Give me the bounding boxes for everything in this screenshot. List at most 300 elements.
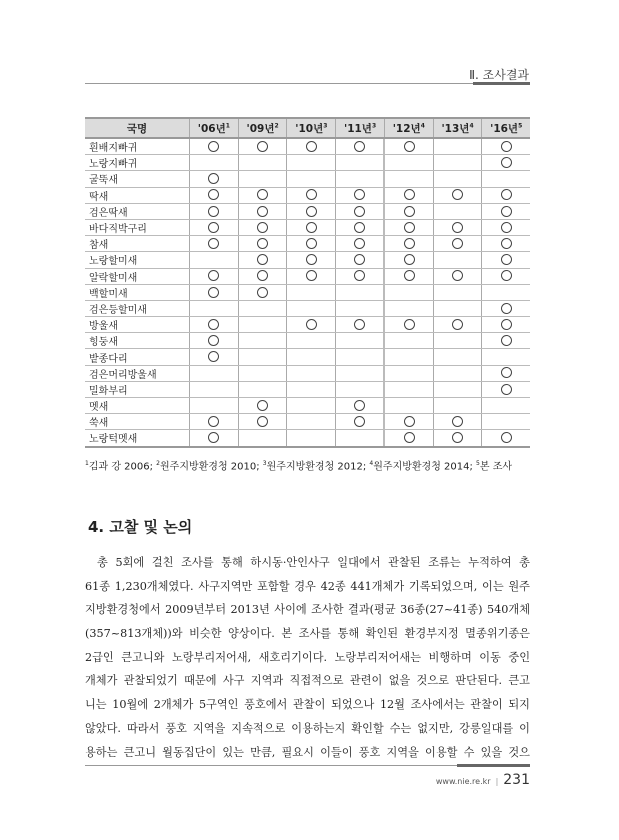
observation-cell bbox=[238, 268, 287, 284]
table-row bbox=[85, 398, 530, 414]
observation-cell bbox=[482, 381, 530, 397]
column-header-label: '10년 bbox=[295, 122, 324, 135]
observed-circle-icon bbox=[208, 432, 219, 443]
observed-circle-icon bbox=[404, 432, 415, 443]
observed-circle-icon bbox=[306, 189, 317, 200]
observed-circle-icon bbox=[306, 238, 317, 249]
column-header-footnote-ref: 3 bbox=[371, 122, 377, 129]
observed-circle-icon bbox=[501, 384, 512, 395]
observed-circle-icon bbox=[501, 141, 512, 152]
observation-cell bbox=[238, 252, 287, 268]
observation-cell bbox=[482, 414, 530, 430]
observation-cell bbox=[482, 333, 530, 349]
observation-cell bbox=[433, 171, 482, 187]
table-row bbox=[85, 138, 530, 155]
observed-circle-icon bbox=[354, 206, 365, 217]
footnote-text: 원주지방환경청 2014; bbox=[373, 460, 477, 472]
observed-circle-icon bbox=[452, 416, 463, 427]
observed-circle-icon bbox=[208, 287, 219, 298]
observation-cell bbox=[384, 365, 433, 381]
species-name: 방울새 bbox=[85, 317, 190, 333]
observation-cell bbox=[190, 398, 239, 414]
observation-cell bbox=[384, 300, 433, 316]
observation-cell bbox=[238, 219, 287, 235]
observation-cell bbox=[482, 349, 530, 365]
species-name: 멧새 bbox=[85, 398, 190, 414]
observed-circle-icon bbox=[354, 319, 365, 330]
observation-cell bbox=[287, 268, 336, 284]
observation-cell bbox=[433, 138, 482, 155]
observation-cell bbox=[190, 171, 239, 187]
footnote-text: 본 조사 bbox=[479, 460, 513, 472]
observed-circle-icon bbox=[208, 270, 219, 281]
observation-cell bbox=[190, 203, 239, 219]
observed-circle-icon bbox=[452, 222, 463, 233]
observation-cell bbox=[190, 219, 239, 235]
observed-circle-icon bbox=[208, 416, 219, 427]
footnote-number: 1 bbox=[85, 459, 89, 467]
observed-circle-icon bbox=[257, 287, 268, 298]
observation-cell bbox=[336, 155, 385, 171]
running-header-section: Ⅱ. 조사결과 bbox=[469, 68, 529, 82]
column-header-year bbox=[384, 118, 433, 138]
observation-cell bbox=[238, 430, 287, 447]
observation-cell bbox=[482, 365, 530, 381]
species-name: 힝둥새 bbox=[85, 333, 190, 349]
column-header-name bbox=[85, 118, 190, 138]
column-header-year bbox=[238, 118, 287, 138]
column-header-footnote-ref: 5 bbox=[518, 122, 523, 129]
observation-cell bbox=[384, 349, 433, 365]
table-row bbox=[85, 349, 530, 365]
species-name: 노랑지빠귀 bbox=[85, 155, 190, 171]
observation-cell bbox=[433, 155, 482, 171]
table-row bbox=[85, 300, 530, 316]
observation-cell bbox=[336, 349, 385, 365]
table-row bbox=[85, 236, 530, 252]
observation-cell bbox=[336, 268, 385, 284]
observed-circle-icon bbox=[208, 319, 219, 330]
observation-cell bbox=[287, 414, 336, 430]
observation-cell bbox=[482, 187, 530, 203]
observation-cell bbox=[433, 219, 482, 235]
observation-cell bbox=[433, 236, 482, 252]
observation-cell bbox=[433, 414, 482, 430]
observation-cell bbox=[190, 414, 239, 430]
observed-circle-icon bbox=[501, 303, 512, 314]
observation-cell bbox=[238, 381, 287, 397]
column-header-label: '16년 bbox=[490, 122, 519, 135]
observed-circle-icon bbox=[208, 238, 219, 249]
observation-cell bbox=[287, 333, 336, 349]
observation-cell bbox=[238, 203, 287, 219]
observed-circle-icon bbox=[404, 238, 415, 249]
observation-cell bbox=[433, 187, 482, 203]
observation-cell bbox=[384, 381, 433, 397]
observed-circle-icon bbox=[208, 141, 219, 152]
table-row bbox=[85, 155, 530, 171]
footer-accent-bar bbox=[457, 764, 530, 767]
observed-circle-icon bbox=[404, 319, 415, 330]
observation-cell bbox=[336, 398, 385, 414]
page-content bbox=[85, 117, 530, 764]
page-number: 231 bbox=[503, 772, 530, 788]
observation-cell bbox=[433, 252, 482, 268]
observed-circle-icon bbox=[404, 189, 415, 200]
observed-circle-icon bbox=[452, 432, 463, 443]
observation-cell bbox=[190, 138, 239, 155]
paragraph-line: 않았다. 따라서 풍호 지역을 지속적으로 이용하는지 확인할 수는 없지만, 강릉일대를 이 bbox=[85, 721, 530, 735]
column-header-footnote-ref: 3 bbox=[323, 122, 328, 129]
observation-cell bbox=[287, 381, 336, 397]
observed-circle-icon bbox=[404, 141, 415, 152]
observed-circle-icon bbox=[501, 319, 512, 330]
observation-cell bbox=[190, 365, 239, 381]
observed-circle-icon bbox=[208, 335, 219, 346]
column-header-label: 국명 bbox=[126, 122, 148, 135]
observed-circle-icon bbox=[354, 400, 365, 411]
observed-circle-icon bbox=[257, 238, 268, 249]
page-footer bbox=[436, 772, 530, 788]
header-accent-bar bbox=[473, 82, 530, 85]
table-row bbox=[85, 317, 530, 333]
observation-cell bbox=[433, 381, 482, 397]
observed-circle-icon bbox=[306, 206, 317, 217]
column-header-label: '11년 bbox=[343, 122, 372, 135]
species-name: 밭종다리 bbox=[85, 349, 190, 365]
table-row bbox=[85, 203, 530, 219]
species-name: 흰배지빠귀 bbox=[85, 138, 190, 155]
species-name: 백할미새 bbox=[85, 284, 190, 300]
footnote-text: 원주지방환경청 2012; bbox=[266, 460, 370, 472]
observation-cell bbox=[482, 284, 530, 300]
footnote-number: 5 bbox=[476, 459, 480, 467]
observation-cell bbox=[190, 333, 239, 349]
species-name: 딱새 bbox=[85, 187, 190, 203]
observation-cell bbox=[336, 300, 385, 316]
column-header-label: '12년 bbox=[392, 122, 421, 135]
observation-cell bbox=[433, 203, 482, 219]
observed-circle-icon bbox=[306, 270, 317, 281]
table-header-row bbox=[85, 118, 530, 138]
observed-circle-icon bbox=[306, 222, 317, 233]
observation-cell bbox=[190, 349, 239, 365]
column-header-footnote-ref: 4 bbox=[420, 122, 425, 129]
paragraph-line: 61종 1,230개체였다. 사구지역만 포함할 경우 42종 441개체가 기록되었으며, 이는 원주 bbox=[85, 579, 530, 593]
observation-cell bbox=[287, 252, 336, 268]
observation-cell bbox=[190, 187, 239, 203]
column-header-footnote-ref: 1 bbox=[225, 122, 230, 129]
observation-cell bbox=[482, 155, 530, 171]
observation-cell bbox=[433, 398, 482, 414]
observation-cell bbox=[433, 268, 482, 284]
observed-circle-icon bbox=[208, 189, 219, 200]
section-heading: 4. 고찰 및 논의 bbox=[88, 517, 193, 536]
observed-circle-icon bbox=[404, 222, 415, 233]
observation-cell bbox=[433, 284, 482, 300]
observation-cell bbox=[287, 317, 336, 333]
column-header-year bbox=[482, 118, 530, 138]
footnote-text: 김과 강 2006; bbox=[88, 460, 157, 472]
species-name: 노랑할미새 bbox=[85, 252, 190, 268]
observed-circle-icon bbox=[354, 416, 365, 427]
paragraph-line: 개체가 관찰되었기 때문에 사구 지역과 직접적으로 관련이 없을 것으로 판단된다. 큰고 bbox=[85, 674, 530, 688]
observation-cell bbox=[238, 333, 287, 349]
observation-cell bbox=[384, 138, 433, 155]
observation-cell bbox=[238, 187, 287, 203]
column-header-year bbox=[287, 118, 336, 138]
observation-cell bbox=[384, 333, 433, 349]
observation-cell bbox=[384, 252, 433, 268]
observation-cell bbox=[190, 300, 239, 316]
paragraph-line: 총 5회에 걸친 조사를 통해 하시동·안인사구 일대에서 관찰된 조류는 누적하여 총 bbox=[97, 555, 530, 569]
observation-cell bbox=[482, 203, 530, 219]
observation-cell bbox=[238, 236, 287, 252]
observed-circle-icon bbox=[404, 254, 415, 265]
header-divider bbox=[85, 83, 530, 84]
observation-cell bbox=[433, 349, 482, 365]
column-header-footnote-ref: 4 bbox=[469, 122, 474, 129]
observation-cell bbox=[336, 414, 385, 430]
observation-cell bbox=[287, 236, 336, 252]
observation-cell bbox=[336, 138, 385, 155]
species-name: 바다직박구리 bbox=[85, 219, 190, 235]
species-name: 참새 bbox=[85, 236, 190, 252]
observation-cell bbox=[482, 300, 530, 316]
observed-circle-icon bbox=[257, 189, 268, 200]
observation-cell bbox=[336, 171, 385, 187]
observed-circle-icon bbox=[452, 189, 463, 200]
observation-cell bbox=[482, 430, 530, 447]
column-header-label: '13년 bbox=[441, 122, 470, 135]
observed-circle-icon bbox=[404, 270, 415, 281]
table-row bbox=[85, 365, 530, 381]
observation-cell bbox=[287, 219, 336, 235]
paragraph-line: 지방환경청에서 2009년부터 2013년 사이에 조사한 결과(평균 36종(27~41종) 540개체 bbox=[85, 603, 530, 617]
observation-cell bbox=[190, 252, 239, 268]
observation-cell bbox=[190, 236, 239, 252]
table-row bbox=[85, 187, 530, 203]
footnote-number: 4 bbox=[369, 459, 374, 467]
observation-cell bbox=[287, 171, 336, 187]
observation-cell bbox=[433, 317, 482, 333]
species-name: 검은등할미새 bbox=[85, 300, 190, 316]
observation-cell bbox=[482, 268, 530, 284]
observation-cell bbox=[336, 252, 385, 268]
paragraph-line: 2급인 큰고니와 노랑부리저어새, 새호리기이다. 노랑부리저어새는 비행하며 이동 중인 bbox=[85, 650, 530, 664]
observed-circle-icon bbox=[501, 189, 512, 200]
observed-circle-icon bbox=[257, 141, 268, 152]
paragraph-line: 용하는 큰고니 월동집단이 있는 만큼, 필요시 이들이 풍호 지역을 이용할 수 있을 것으 bbox=[85, 745, 530, 759]
table-body bbox=[85, 138, 530, 447]
observation-cell bbox=[384, 155, 433, 171]
footnote-number: 3 bbox=[262, 459, 267, 467]
table-row bbox=[85, 284, 530, 300]
observation-cell bbox=[190, 268, 239, 284]
observation-cell bbox=[190, 284, 239, 300]
observed-circle-icon bbox=[354, 141, 365, 152]
observation-cell bbox=[190, 155, 239, 171]
paragraph-line: 니는 10월에 2개체가 5구역인 풍호에서 관찰이 되었으나 12월 조사에서는 관찰이 되지 bbox=[85, 698, 530, 712]
column-header-footnote-ref: 2 bbox=[274, 122, 279, 129]
species-name: 검은딱새 bbox=[85, 203, 190, 219]
observation-cell bbox=[238, 398, 287, 414]
observed-circle-icon bbox=[306, 141, 317, 152]
observation-cell bbox=[482, 171, 530, 187]
observation-cell bbox=[482, 398, 530, 414]
species-observation-table bbox=[85, 117, 530, 448]
table-row bbox=[85, 333, 530, 349]
observed-circle-icon bbox=[501, 206, 512, 217]
observation-cell bbox=[287, 349, 336, 365]
observed-circle-icon bbox=[501, 254, 512, 265]
footnote-number: 2 bbox=[156, 459, 160, 467]
observation-cell bbox=[482, 317, 530, 333]
observation-cell bbox=[384, 414, 433, 430]
observation-cell bbox=[384, 219, 433, 235]
observed-circle-icon bbox=[501, 157, 512, 168]
observed-circle-icon bbox=[208, 351, 219, 362]
observation-cell bbox=[384, 187, 433, 203]
observation-cell bbox=[336, 381, 385, 397]
observed-circle-icon bbox=[354, 270, 365, 281]
observation-cell bbox=[384, 171, 433, 187]
observation-cell bbox=[433, 430, 482, 447]
table-row bbox=[85, 252, 530, 268]
observation-cell bbox=[287, 138, 336, 155]
observation-cell bbox=[336, 333, 385, 349]
observation-cell bbox=[482, 219, 530, 235]
observation-cell bbox=[433, 300, 482, 316]
observed-circle-icon bbox=[404, 416, 415, 427]
observed-circle-icon bbox=[354, 254, 365, 265]
paragraph-line: (357~813개체))와 비슷한 양상이다. 본 조사를 통해 확인된 환경부지정 멸종위기종은 bbox=[85, 627, 530, 640]
observed-circle-icon bbox=[208, 222, 219, 233]
observation-cell bbox=[238, 171, 287, 187]
observation-cell bbox=[482, 252, 530, 268]
observation-cell bbox=[482, 138, 530, 155]
observation-cell bbox=[433, 365, 482, 381]
footer-separator: | bbox=[495, 777, 499, 786]
observed-circle-icon bbox=[404, 206, 415, 217]
observation-cell bbox=[287, 365, 336, 381]
observation-cell bbox=[336, 187, 385, 203]
observation-cell bbox=[384, 236, 433, 252]
table-row bbox=[85, 381, 530, 397]
observation-cell bbox=[190, 430, 239, 447]
observed-circle-icon bbox=[257, 400, 268, 411]
observation-cell bbox=[238, 138, 287, 155]
footer-url: www.nie.re.kr bbox=[435, 777, 491, 786]
observed-circle-icon bbox=[452, 238, 463, 249]
observation-cell bbox=[384, 317, 433, 333]
observed-circle-icon bbox=[501, 222, 512, 233]
observed-circle-icon bbox=[257, 222, 268, 233]
observed-circle-icon bbox=[501, 270, 512, 281]
observation-cell bbox=[384, 284, 433, 300]
column-header-label: '09년 bbox=[246, 122, 275, 135]
observed-circle-icon bbox=[354, 189, 365, 200]
observation-cell bbox=[384, 203, 433, 219]
species-name: 굴뚝새 bbox=[85, 171, 190, 187]
table-row bbox=[85, 430, 530, 447]
observed-circle-icon bbox=[501, 335, 512, 346]
observed-circle-icon bbox=[208, 206, 219, 217]
species-name: 알락할미새 bbox=[85, 268, 190, 284]
observed-circle-icon bbox=[257, 416, 268, 427]
observation-cell bbox=[190, 317, 239, 333]
observation-cell bbox=[190, 381, 239, 397]
observation-cell bbox=[336, 430, 385, 447]
observation-cell bbox=[287, 155, 336, 171]
observation-cell bbox=[238, 414, 287, 430]
observed-circle-icon bbox=[354, 222, 365, 233]
observed-circle-icon bbox=[501, 238, 512, 249]
observation-cell bbox=[287, 284, 336, 300]
observation-cell bbox=[336, 365, 385, 381]
observation-cell bbox=[336, 203, 385, 219]
column-header-label: '06년 bbox=[197, 122, 226, 135]
footnote-text: 원주지방환경청 2010; bbox=[160, 460, 263, 472]
observation-cell bbox=[238, 300, 287, 316]
observation-cell bbox=[287, 430, 336, 447]
observation-cell bbox=[287, 187, 336, 203]
observation-cell bbox=[287, 203, 336, 219]
observation-cell bbox=[336, 219, 385, 235]
observed-circle-icon bbox=[501, 367, 512, 378]
observation-cell bbox=[384, 398, 433, 414]
column-header-year bbox=[336, 118, 385, 138]
observation-cell bbox=[336, 317, 385, 333]
column-header-year bbox=[190, 118, 239, 138]
observation-cell bbox=[238, 317, 287, 333]
observation-cell bbox=[336, 236, 385, 252]
observation-cell bbox=[482, 236, 530, 252]
table-row bbox=[85, 219, 530, 235]
observation-cell bbox=[433, 333, 482, 349]
table-footnotes bbox=[85, 457, 530, 474]
observation-cell bbox=[238, 365, 287, 381]
observed-circle-icon bbox=[257, 270, 268, 281]
observation-cell bbox=[384, 268, 433, 284]
observation-cell bbox=[384, 430, 433, 447]
table-row bbox=[85, 414, 530, 430]
column-header-year bbox=[433, 118, 482, 138]
observed-circle-icon bbox=[306, 254, 317, 265]
species-name: 밀화부리 bbox=[85, 381, 190, 397]
observed-circle-icon bbox=[501, 432, 512, 443]
table-row bbox=[85, 268, 530, 284]
species-name: 쑥새 bbox=[85, 414, 190, 430]
table-row bbox=[85, 171, 530, 187]
observation-cell bbox=[238, 284, 287, 300]
observed-circle-icon bbox=[257, 206, 268, 217]
observation-cell bbox=[336, 284, 385, 300]
observation-cell bbox=[238, 349, 287, 365]
observed-circle-icon bbox=[208, 173, 219, 184]
observed-circle-icon bbox=[452, 319, 463, 330]
observed-circle-icon bbox=[452, 270, 463, 281]
observed-circle-icon bbox=[257, 254, 268, 265]
species-name: 노랑턱멧새 bbox=[85, 430, 190, 447]
observed-circle-icon bbox=[306, 319, 317, 330]
observed-circle-icon bbox=[354, 238, 365, 249]
observation-cell bbox=[287, 398, 336, 414]
body-paragraph bbox=[85, 551, 530, 764]
species-name: 검은머리방울새 bbox=[85, 365, 190, 381]
observation-cell bbox=[287, 300, 336, 316]
observation-cell bbox=[238, 155, 287, 171]
